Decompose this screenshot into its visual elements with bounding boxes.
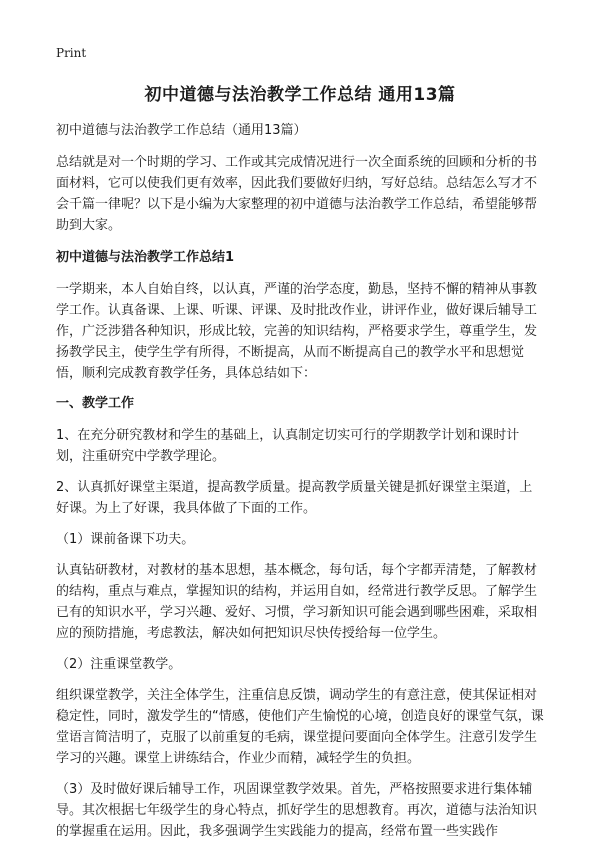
document-body (56, 121, 544, 852)
subsection-heading: 一、教学工作 (56, 396, 135, 411)
list-item: 1、在充分研究教材和学生的基础上，认真制定切实可行的学期教学计划和课时计划，注重研究中学教学理论。 (56, 428, 520, 464)
document-subtitle: 初中道德与法治教学工作总结（通用13篇） (56, 123, 307, 138)
list-item: 认真钻研教材，对教材的基本思想，基本概念，每句话，每个字都弄清楚，了解教材的结构，重点与难点，掌握知识的结构，并运用自如，经常进行教学反思。了解学生已有的知识水平，学习兴趣、爱好、习惯，学习新知识可能会遇到哪些困难，采取相应的预防措施，考虑教法，解决如何把知识尽快传授给每一位学生。 (56, 563, 538, 641)
list-item: （3）及时做好课后辅导工作，巩固课堂教学效果。首先，严格按照要求进行集体辅导。其次根据七年级学生的身心特点，抓好学生的思想教育。再次，道德与法治知识的掌握重在运用。因此，我多强调学生实践能力的提高，经常布置一些实践作 (56, 782, 538, 839)
list-item: 组织课堂教学，关注全体学生，注重信息反馈，调动学生的有意注意，使其保证相对稳定性，同时，激发学生的“情感，使他们产生愉悦的心境，创造良好的课堂气氛，课堂语言简洁明了，克服了以前重复的毛病，课堂提问要面向全体学生。注意引发学生学习的兴趣。课堂上讲练结合，作业少而精，减轻学生的负担。 (56, 688, 544, 766)
intro-paragraph: 总结就是对一个时期的学习、工作或其完成情况进行一次全面系统的回顾和分析的书面材料，它可以使我们更有效率，因此我们要做好归纳，写好总结。总结怎么写才不会千篇一律呢？以下是小编为大家整理的初中道德与法治教学工作总结，希望能够帮助到大家。 (56, 155, 538, 233)
section-paragraph: 一学期来，本人自始自终，以认真，严谨的治学态度，勤恳，坚持不懈的精神从事教学工作。认真备课、上课、听课、评课、及时批改作业，讲评作业，做好课后辅导工作，广泛涉猎各种知识，形成比较，完善的知识结构，严格要求学生，尊重学生，发扬教学民主，使学生学有所得，不断提高，从而不断提高自己的教学水平和思想觉悟，顺利完成教育教学任务，具体总结如下： (56, 282, 538, 381)
section-heading: 初中道德与法治教学工作总结1 (56, 250, 235, 265)
list-item: （2）注重课堂教学。 (56, 657, 182, 672)
list-item: （1）课前备课下功夫。 (56, 532, 195, 547)
document-title: 初中道德与法治教学工作总结 通用13篇 (144, 85, 456, 105)
list-item: 2、认真抓好课堂主渠道，提高教学质量。提高教学质量关键是抓好课堂主渠道，上好课。为上了好课，我具体做了下面的工作。 (56, 480, 533, 516)
print-link[interactable]: Print (56, 46, 87, 60)
